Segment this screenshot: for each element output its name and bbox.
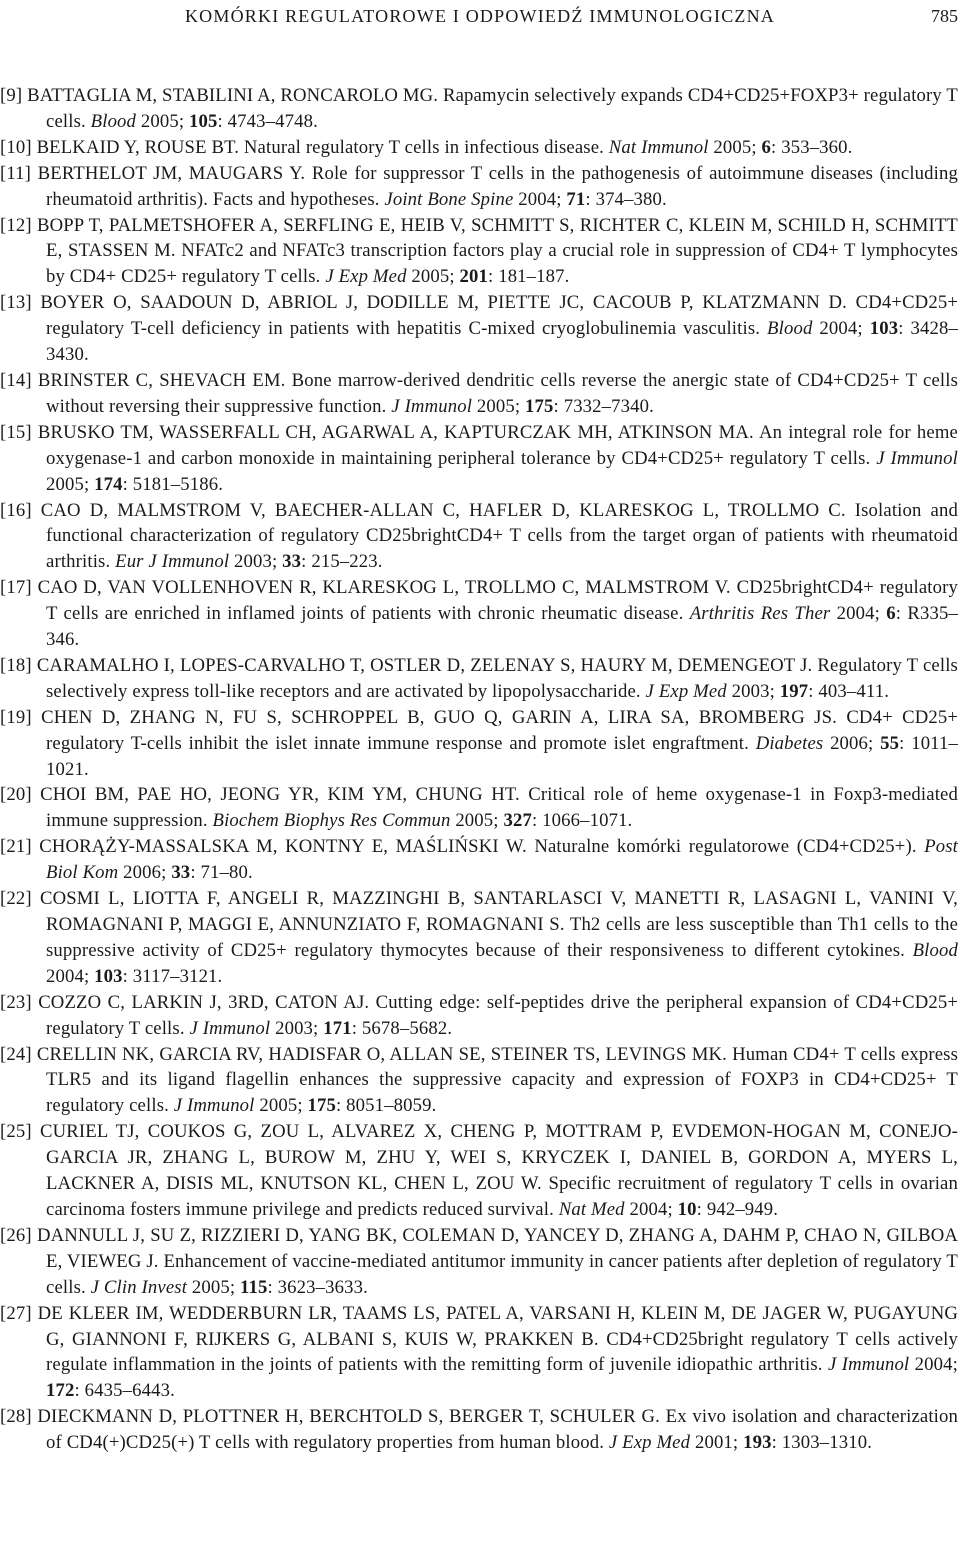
reference-year: 2004;	[836, 603, 880, 625]
reference-authors: CHOI BM, PAE HO, JEONG YR, KIM YM, CHUNG HT.	[40, 784, 520, 806]
reference-title: CD4+CD25bright regulatory T cells actively regulate inflammation in the joints of patients with the remitting form of juvenile idiopathic arthritis.	[46, 1328, 958, 1376]
reference-journal: J Immunol	[827, 1354, 910, 1376]
reference-volume: 10	[677, 1198, 697, 1220]
reference-pages: : 7332–7340.	[553, 395, 654, 417]
reference-year: 2006;	[123, 862, 167, 884]
reference-volume: 175	[525, 395, 554, 417]
reference-year: 2005;	[46, 473, 90, 495]
reference-year: 2003;	[234, 551, 278, 573]
reference-item	[0, 990, 958, 1042]
reference-authors: BATTAGLIA M, STABILINI A, RONCAROLO MG.	[27, 85, 439, 106]
reference-authors: DANNULL J, SU Z, RIZZIERI D, YANG BK, COLEMAN D, YANCEY D, ZHANG A, DAHM P, CHAO N, GILBOA E, VIEWEG J.	[36, 1224, 959, 1272]
reference-journal: Eur J Immunol	[115, 551, 230, 573]
reference-number: [13]	[0, 292, 32, 314]
reference-authors: CARAMALHO I, LOPES-CARVALHO T, OSTLER D, ZELENAY S, HAURY M, DEMENGEOT J.	[36, 654, 813, 676]
reference-title: Rapamycin selectively expands CD4+CD25+FOXP3+ regulatory T cells.	[46, 85, 958, 132]
reference-pages: : 181–187.	[488, 266, 570, 288]
reference-item	[0, 161, 958, 213]
reference-year: 2004;	[46, 965, 90, 987]
reference-item	[0, 1119, 958, 1223]
reference-journal: J Clin Invest	[90, 1276, 188, 1298]
reference-authors: BRINSTER C, SHEVACH EM.	[37, 369, 286, 391]
reference-title: Natural regulatory T cells in infectious disease.	[243, 136, 604, 158]
reference-journal: J Immunol	[391, 395, 473, 417]
reference-journal: Blood	[912, 939, 958, 961]
reference-number: [10]	[0, 136, 32, 158]
reference-journal: Blood	[767, 318, 813, 340]
reference-volume: 33	[171, 862, 191, 884]
reference-authors: BERTHELOT JM, MAUGARS Y.	[37, 162, 306, 184]
reference-pages: : 215–223.	[301, 551, 383, 573]
reference-title: Specific recruitment of regulatory T cells in ovarian carcinoma fosters immune privilege and predicts reduced survival.	[46, 1173, 958, 1220]
reference-item	[0, 290, 958, 368]
reference-number: [14]	[0, 369, 32, 391]
reference-title: Naturalne komórki regulatorowe (CD4+CD25+).	[534, 836, 917, 858]
reference-title: Human CD4+ T cells express TLR5 and its ligand flagellin enhances the suppressive capacity and expression of FOXP3 in CD4+CD25+ T regulatory cells.	[46, 1043, 958, 1117]
reference-volume: 327	[503, 810, 532, 832]
reference-authors: BOYER O, SAADOUN D, ABRIOL J, DODILLE M, PIETTE JC, CACOUB P, KLATZMANN D.	[40, 292, 847, 314]
reference-number: [23]	[0, 991, 32, 1013]
reference-pages: : R335–346.	[46, 603, 958, 651]
reference-item	[0, 83, 958, 135]
reference-volume: 33	[282, 551, 302, 573]
reference-list	[0, 83, 958, 1456]
reference-journal: J Immunol	[876, 447, 958, 469]
reference-title: CD4+CD25+ regulatory T-cell deficiency in patients with hepatitis C-mixed cryoglobulinemia vasculitis.	[46, 292, 959, 340]
reference-number: [21]	[0, 836, 32, 858]
reference-journal: J Exp Med	[608, 1432, 691, 1454]
reference-item	[0, 1301, 958, 1405]
reference-pages: : 3117–3121.	[122, 965, 223, 987]
reference-volume: 175	[307, 1095, 336, 1117]
reference-journal: Nat Med	[558, 1198, 625, 1220]
reference-authors: CHEN D, ZHANG N, FU S, SCHROPPEL B, GUO Q, GARIN A, LIRA SA, BROMBERG JS.	[41, 706, 837, 728]
reference-journal: J Immunol	[189, 1017, 271, 1039]
reference-year: 2003;	[731, 680, 775, 702]
reference-journal: J Exp Med	[645, 680, 727, 702]
reference-pages: : 6435–6443.	[74, 1380, 175, 1402]
reference-year: 2004;	[914, 1354, 958, 1376]
reference-authors: BRUSKO TM, WASSERFALL CH, AGARWAL A, KAPTURCZAK MH, ATKINSON MA.	[37, 421, 754, 443]
reference-year: 2001;	[694, 1432, 739, 1454]
reference-number: [9]	[0, 85, 23, 106]
reference-number: [24]	[0, 1043, 32, 1065]
reference-pages: : 71–80.	[190, 862, 253, 884]
reference-item	[0, 213, 958, 291]
reference-number: [26]	[0, 1224, 32, 1246]
reference-number: [22]	[0, 888, 32, 910]
reference-item	[0, 135, 958, 161]
reference-volume: 201	[459, 266, 489, 288]
reference-year: 2006;	[830, 732, 874, 754]
reference-year: 2005;	[411, 266, 455, 288]
reference-number: [19]	[0, 706, 32, 728]
reference-number: [20]	[0, 784, 32, 806]
reference-year: 2005;	[259, 1095, 303, 1117]
reference-title: Enhancement of vaccine-mediated antitumor immunity in cancer patients after depletion of regulatory T cells.	[46, 1250, 958, 1298]
reference-title: Isolation and functional characterization of regulatory CD25brightCD4+ T cells from the target organ of patients with rheumatoid arthritis.	[46, 499, 958, 573]
reference-year: 2005;	[140, 110, 185, 132]
reference-year: 2003;	[275, 1017, 319, 1039]
reference-pages: : 3623–3633.	[267, 1276, 368, 1298]
reference-title: NFATc2 and NFATc3 transcription factors play a crucial role in suppression of CD4+ T lymphocytes by CD4+ CD25+ regulatory T cells.	[46, 240, 958, 288]
reference-number: [18]	[0, 654, 32, 676]
reference-volume: 6	[761, 136, 772, 158]
reference-title: CD25brightCD4+ regulatory T cells are enriched in inflamed joints of patients with chronic rheumatic disease.	[46, 577, 958, 625]
reference-item	[0, 886, 958, 990]
reference-year: 2005;	[191, 1276, 236, 1298]
reference-volume: 103	[94, 965, 123, 987]
reference-volume: 103	[869, 318, 899, 340]
reference-authors: DIECKMANN D, PLOTTNER H, BERCHTOLD S, BERGER T, SCHULER G.	[37, 1406, 660, 1428]
reference-authors: CAO D, MALMSTROM V, BAECHER-ALLAN C, HAFLER D, KLARESKOG L, TROLLMO C.	[40, 499, 846, 521]
reference-journal: Joint Bone Spine	[384, 188, 514, 210]
reference-journal: Biochem Biophys Res Commun	[212, 810, 451, 832]
reference-item	[0, 705, 958, 783]
reference-authors: CRELLIN NK, GARCIA RV, HADISFAR O, ALLAN SE, STEINER TS, LEVINGS MK.	[36, 1043, 727, 1065]
reference-journal: Blood	[90, 110, 137, 132]
reference-volume: 171	[323, 1017, 352, 1039]
reference-pages: : 374–380.	[585, 188, 667, 210]
reference-pages: : 8051–8059.	[336, 1095, 437, 1117]
reference-item	[0, 1042, 958, 1120]
reference-authors: CURIEL TJ, COUKOS G, ZOU L, ALVAREZ X, CHENG P, MOTTRAM P, EVDEMON-HOGAN M, CONEJO-GARCIA JR, ZHANG L, BUROW M, ZHU Y, WEI S, KRYCZEK I, DANIEL B, GORDON A, MYERS L, LACKNER A, DISIS ML, KNUTSON KL, CHEN L, ZOU W.	[40, 1121, 959, 1195]
reference-year: 2005;	[455, 810, 499, 832]
reference-authors: COZZO C, LARKIN J, 3RD, CATON AJ.	[38, 991, 370, 1013]
reference-item	[0, 420, 958, 498]
reference-authors: CHORĄŻY-MASSALSKA M, KONTNY E, MAŚLIŃSKI W.	[39, 836, 527, 858]
reference-number: [17]	[0, 577, 32, 599]
reference-title: Cutting edge: self-peptides drive the peripheral expansion of CD4+CD25+ regulatory T cells.	[46, 991, 959, 1039]
reference-volume: 193	[743, 1432, 772, 1454]
reference-journal: Arthritis Res Ther	[689, 603, 831, 625]
reference-pages: : 1011–1021.	[46, 732, 958, 780]
reference-number: [15]	[0, 421, 32, 443]
reference-title: Critical role of heme oxygenase-1 in Foxp3-mediated immune suppression.	[46, 784, 958, 832]
running-title: KOMÓRKI REGULATOROWE I ODPOWIEDŹ IMMUNOLOGICZNA	[184, 6, 776, 26]
reference-title: Role for suppressor T cells in the pathogenesis of autoimmune diseases (including rheumatoid arthritis). Facts and hypotheses.	[46, 162, 958, 210]
reference-year: 2005;	[476, 395, 521, 417]
reference-journal: Nat Immunol	[608, 136, 709, 158]
reference-number: [25]	[0, 1121, 32, 1143]
reference-volume: 115	[240, 1276, 268, 1298]
reference-volume: 105	[189, 110, 218, 132]
reference-volume: 55	[880, 732, 900, 754]
reference-pages: : 1303–1310.	[771, 1432, 873, 1454]
reference-pages: : 5678–5682.	[351, 1017, 453, 1039]
running-head	[0, 5, 960, 27]
reference-authors: BELKAID Y, ROUSE BT.	[36, 136, 240, 158]
reference-year: 2004;	[518, 188, 562, 210]
reference-volume: 71	[566, 188, 586, 210]
page-number: 785	[931, 6, 958, 26]
reference-volume: 6	[886, 603, 896, 625]
reference-year: 2004;	[819, 318, 863, 340]
reference-year: 2004;	[629, 1198, 673, 1220]
reference-item	[0, 782, 958, 834]
reference-pages: : 5181–5186.	[122, 473, 224, 495]
reference-pages: : 942–949.	[696, 1198, 779, 1220]
reference-pages: : 353–360.	[771, 136, 853, 158]
reference-item	[0, 498, 958, 576]
reference-number: [27]	[0, 1302, 32, 1324]
reference-item	[0, 368, 958, 420]
reference-pages: : 3428–3430.	[46, 318, 959, 366]
reference-volume: 197	[779, 680, 809, 702]
reference-year: 2005;	[713, 136, 757, 158]
reference-authors: DE KLEER IM, WEDDERBURN LR, TAAMS LS, PATEL A, VARSANI H, KLEIN M, DE JAGER W, PUGAYUNG G, GIANNONI F, RIJKERS G, ALBANI S, KUIS W, PRAKKEN B.	[37, 1302, 958, 1350]
reference-item	[0, 834, 958, 886]
reference-pages: : 403–411.	[808, 680, 890, 702]
reference-item	[0, 653, 958, 705]
reference-authors: COSMI L, LIOTTA F, ANGELI R, MAZZINGHI B, SANTARLASCI V, MANETTI R, LASAGNI L, VANINI V, ROMAGNANI P, MAGGI E, ANNUNZIATO F, ROMAGNANI S.	[39, 888, 959, 935]
reference-item	[0, 1223, 958, 1301]
reference-number: [16]	[0, 499, 32, 521]
reference-journal: J Immunol	[173, 1095, 255, 1117]
reference-title: Ex vivo isolation and characterization of CD4(+)CD25(+) T cells with regulatory properties from human blood.	[46, 1406, 959, 1454]
reference-number: [28]	[0, 1406, 32, 1428]
reference-journal: J Exp Med	[325, 266, 407, 288]
reference-item	[0, 575, 958, 653]
reference-number: [11]	[0, 162, 32, 184]
reference-authors: CAO D, VAN VOLLENHOVEN R, KLARESKOG L, TROLLMO C, MALMSTROM V.	[37, 577, 731, 599]
reference-title: Bone marrow-derived dendritic cells reverse the anergic state of CD4+CD25+ T cells without reversing their suppressive function.	[46, 369, 959, 417]
reference-volume: 172	[46, 1380, 75, 1402]
reference-pages: : 1066–1071.	[531, 810, 633, 832]
reference-title: Th2 cells are less susceptible than Th1 cells to the suppressive activity of CD25+ regulatory thymocytes because of their responsiveness to different cytokines.	[46, 914, 959, 961]
reference-title: CD4+ CD25+ regulatory T-cells inhibit the islet innate immune response and promote islet engraftment.	[46, 706, 959, 754]
reference-authors: BOPP T, PALMETSHOFER A, SERFLING E, HEIB V, SCHMITT S, RICHTER C, KLEIN M, SCHILD H, SCHMITT E, STASSEN M.	[37, 214, 958, 262]
reference-number: [12]	[0, 214, 32, 236]
reference-title: An integral role for heme oxygenase-1 and carbon monoxide in maintaining peripheral tolerance by CD4+CD25+ regulatory T cells.	[46, 421, 959, 469]
reference-title: Regulatory T cells selectively express toll-like receptors and are activated by lipopolysaccharide.	[46, 654, 958, 702]
reference-journal: Diabetes	[755, 732, 824, 754]
reference-volume: 174	[94, 473, 123, 495]
reference-pages: : 4743–4748.	[217, 110, 318, 132]
reference-item	[0, 1404, 958, 1456]
reference-journal: Post Biol Kom	[46, 836, 959, 884]
